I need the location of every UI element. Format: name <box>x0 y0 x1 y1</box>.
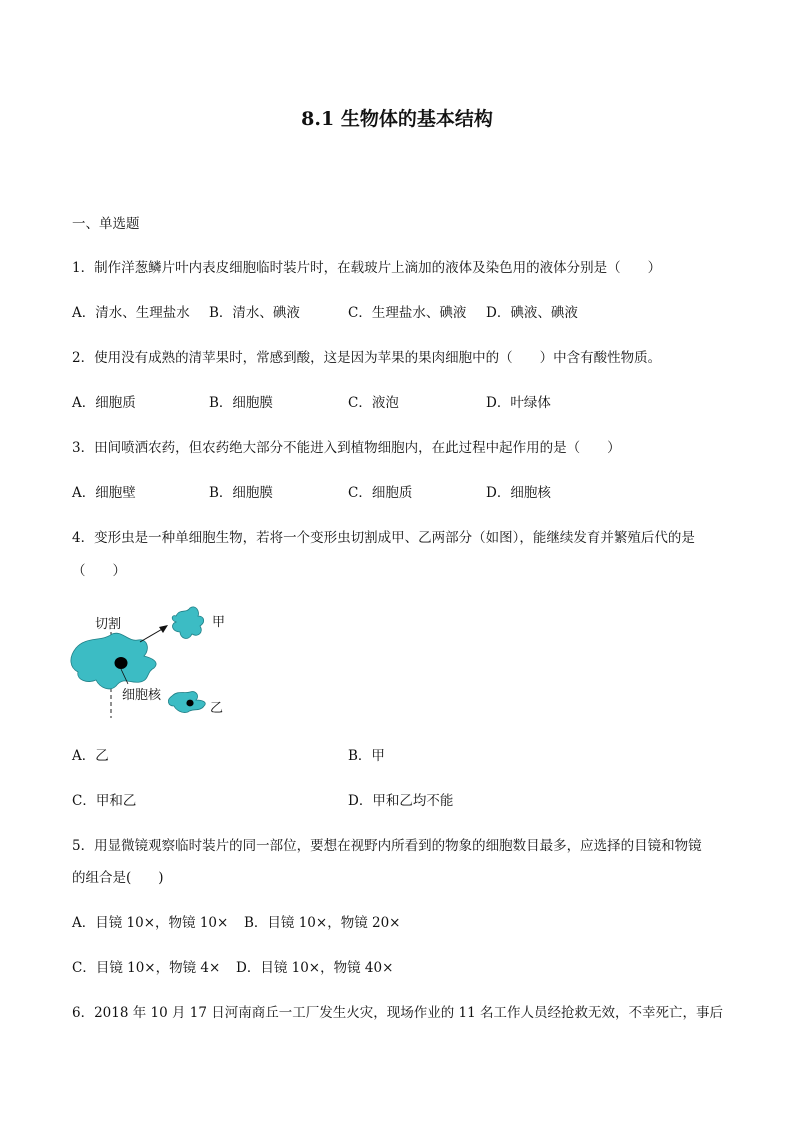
q2-option-c: C．液泡 <box>348 395 399 411</box>
amoeba-piece-jia <box>172 607 203 639</box>
q3-option-d: D．细胞核 <box>486 485 551 501</box>
question-4-stem-line2: （ ） <box>72 563 126 579</box>
q3-option-b: B．细胞膜 <box>209 485 273 501</box>
amoeba-body <box>71 633 156 689</box>
page-title: 8.1 生物体的基本结构 <box>301 108 493 130</box>
question-5-stem-line1: 5．用显微镜观察临时装片的同一部位，要想在视野内所看到的物象的细胞数目最多，应选择的目镜和物镜 <box>72 838 702 854</box>
question-2-stem: 2．使用没有成熟的清苹果时，常感到酸，这是因为苹果的果肉细胞中的（ ）中含有酸性物质。 <box>72 350 662 366</box>
q1-option-d: D．碘液、碘液 <box>486 305 578 321</box>
question-5-stem-line2: 的组合是( ) <box>72 870 164 886</box>
arrow-head-icon <box>159 625 168 633</box>
q1-option-a: A．清水、生理盐水 <box>72 305 190 321</box>
arrow-line <box>140 628 164 642</box>
question-4-stem-line1: 4．变形虫是一种单细胞生物，若将一个变形虫切割成甲、乙两部分（如图），能继续发育并繁殖后代的是 <box>72 530 695 546</box>
question-1-stem: 1．制作洋葱鳞片叶内表皮细胞临时装片时，在载玻片上滴加的液体及染色用的液体分别是（ ） <box>72 260 662 276</box>
q1-option-c: C．生理盐水、碘液 <box>348 305 467 321</box>
label-cut: 切割 <box>95 617 122 632</box>
piece-yi-nucleus <box>186 700 193 707</box>
q2-option-d: D．叶绿体 <box>486 395 551 411</box>
q2-option-b: B．细胞膜 <box>209 395 273 411</box>
q4-option-c: C．甲和乙 <box>72 793 137 809</box>
label-nucleus: 细胞核 <box>122 688 162 703</box>
q2-option-a: A．细胞质 <box>72 395 136 411</box>
q5-option-a: A．目镜 10×，物镜 10× <box>72 915 229 931</box>
q3-option-c: C．细胞质 <box>348 485 413 501</box>
q5-option-c: C．目镜 10×，物镜 4× <box>72 960 221 976</box>
question-3-stem: 3．田间喷洒农药，但农药绝大部分不能进入到植物细胞内，在此过程中起作用的是（ ） <box>72 440 621 456</box>
q5-option-d: D．目镜 10×，物镜 40× <box>236 960 394 976</box>
q4-option-b: B．甲 <box>348 748 385 764</box>
q5-option-b: B．目镜 10×，物镜 20× <box>244 915 401 931</box>
amoeba-nucleus <box>115 657 128 669</box>
question-6-stem: 6．2018 年 10 月 17 日河南商丘一工厂发生火灾，现场作业的 11 名工作人员经抢救无效，不幸死亡，事后 <box>72 1005 724 1021</box>
q4-option-a: A．乙 <box>72 748 109 764</box>
q3-option-a: A．细胞壁 <box>72 485 136 501</box>
q4-option-d: D．甲和乙均不能 <box>348 793 454 809</box>
amoeba-cut-figure <box>66 602 246 720</box>
q1-option-b: B．清水、碘液 <box>209 305 300 321</box>
label-jia: 甲 <box>212 615 226 630</box>
section-heading: 一、单选题 <box>72 216 140 232</box>
label-yi: 乙 <box>210 701 224 716</box>
